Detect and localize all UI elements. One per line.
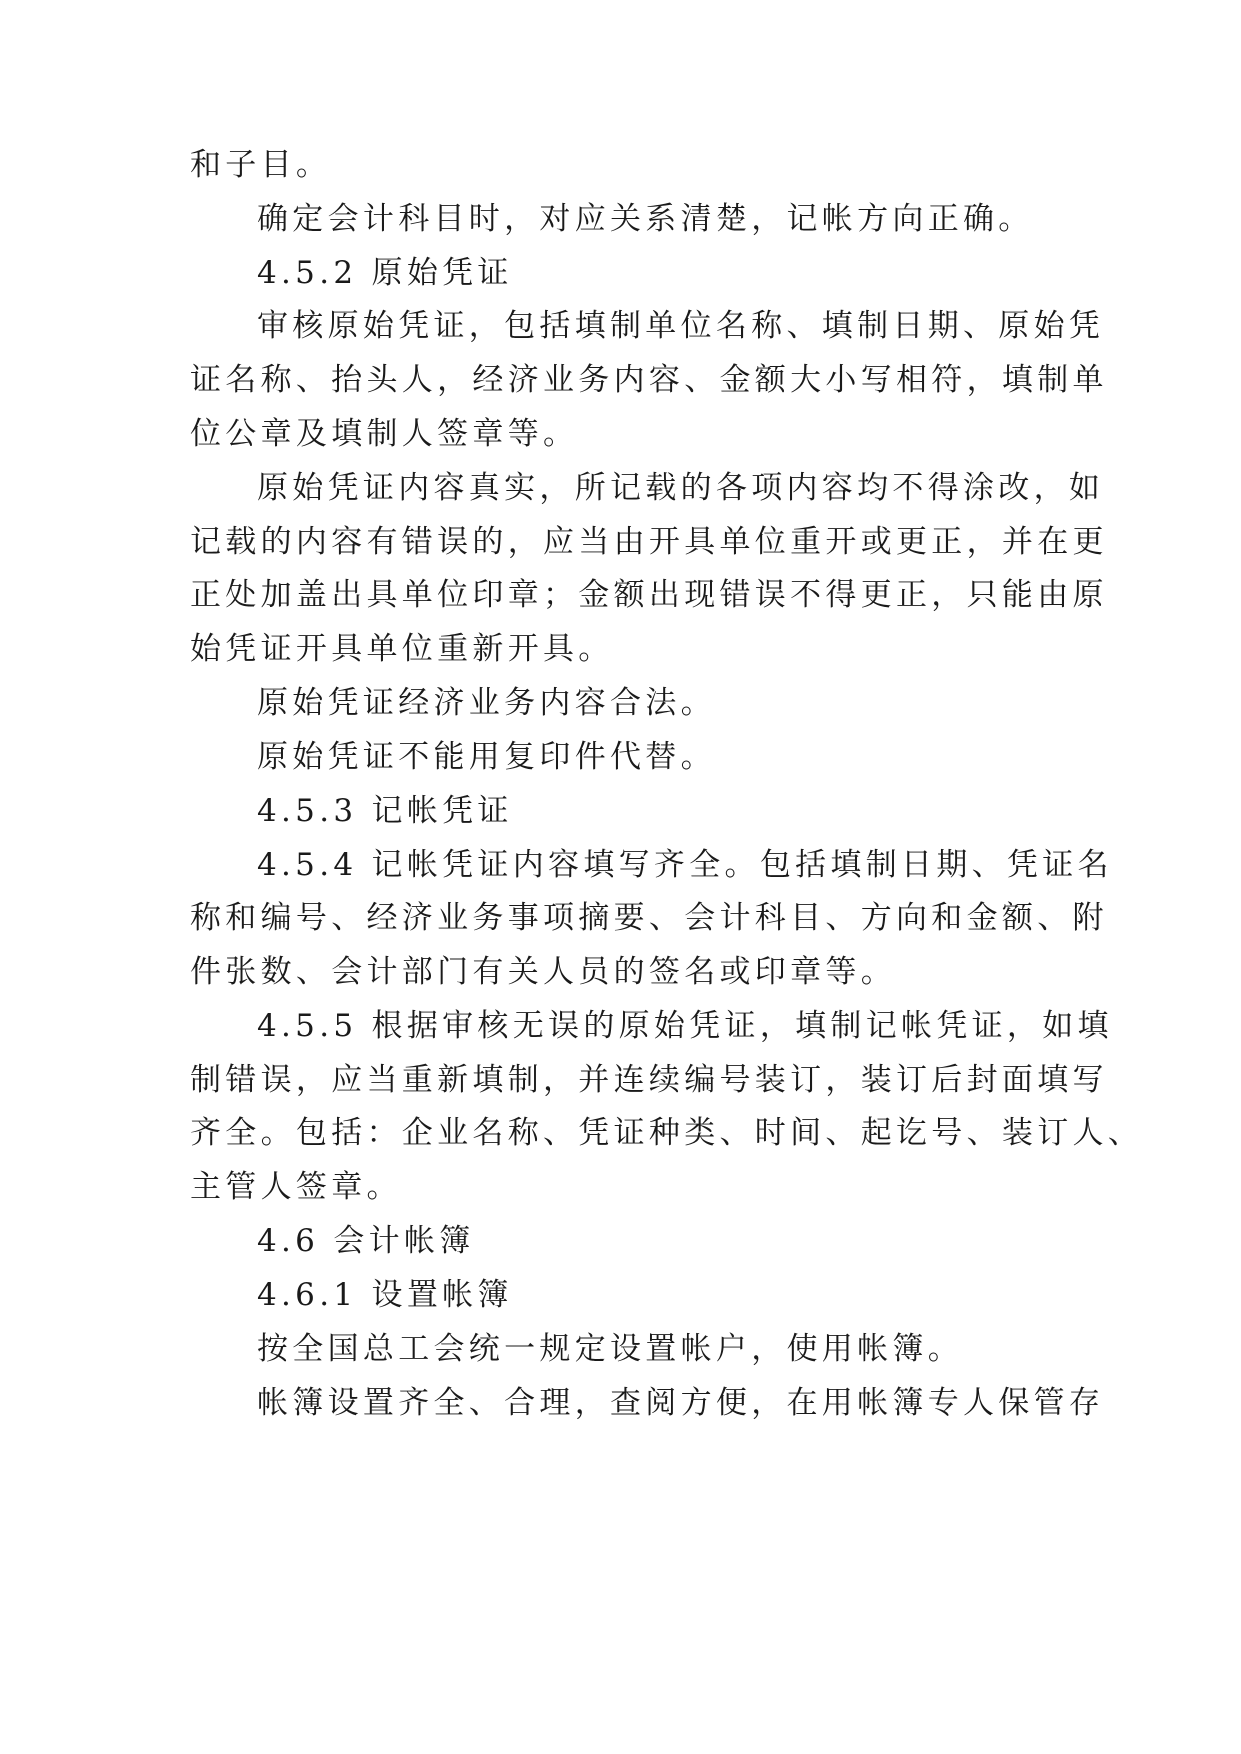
text-line: 审核原始凭证，包括填制单位名称、填制日期、原始凭 [257, 308, 1105, 344]
text-line: 称和编号、经济业务事项摘要、会计科目、方向和金额、附 [190, 900, 1108, 936]
text-line: 确定会计科目时，对应关系清楚，记帐方向正确。 [257, 201, 1034, 237]
text-line: 按全国总工会统一规定设置帐户，使用帐簿。 [257, 1331, 963, 1367]
text-line: 4.5.4 记帐凭证内容填写齐全。包括填制日期、凭证名 [257, 847, 1113, 883]
text-line: 主管人签章。 [190, 1169, 402, 1205]
text-line: 4.5.5 根据审核无误的原始凭证，填制记帐凭证，如填 [257, 1008, 1113, 1044]
text-line: 原始凭证内容真实，所记载的各项内容均不得涂改，如 [257, 470, 1105, 506]
text-line: 证名称、抬头人，经济业务内容、金额大小写相符，填制单 [190, 362, 1108, 398]
text-line: 制错误，应当重新填制，并连续编号装订，装订后封面填写 [190, 1062, 1108, 1098]
section-heading: 4.5.2 原始凭证 [257, 255, 513, 291]
text-line: 帐簿设置齐全、合理，查阅方便，在用帐簿专人保管存 [257, 1385, 1105, 1421]
text-line: 齐全。包括：企业名称、凭证种类、时间、起讫号、装订人、 [190, 1115, 1144, 1151]
section-heading: 4.6 会计帐簿 [257, 1223, 475, 1259]
text-line: 位公章及填制人签章等。 [190, 416, 579, 452]
text-line: 记载的内容有错误的，应当由开具单位重开或更正，并在更 [190, 524, 1108, 560]
text-line: 件张数、会计部门有关人员的签名或印章等。 [190, 954, 896, 990]
text-line: 和子目。 [190, 147, 332, 183]
text-line: 正处加盖出具单位印章；金额出现错误不得更正，只能由原 [190, 577, 1108, 613]
section-heading: 4.6.1 设置帐簿 [257, 1277, 513, 1313]
text-line: 始凭证开具单位重新开具。 [190, 631, 614, 667]
text-line: 原始凭证不能用复印件代替。 [257, 739, 716, 775]
section-heading: 4.5.3 记帐凭证 [257, 793, 513, 829]
text-line: 原始凭证经济业务内容合法。 [257, 685, 716, 721]
